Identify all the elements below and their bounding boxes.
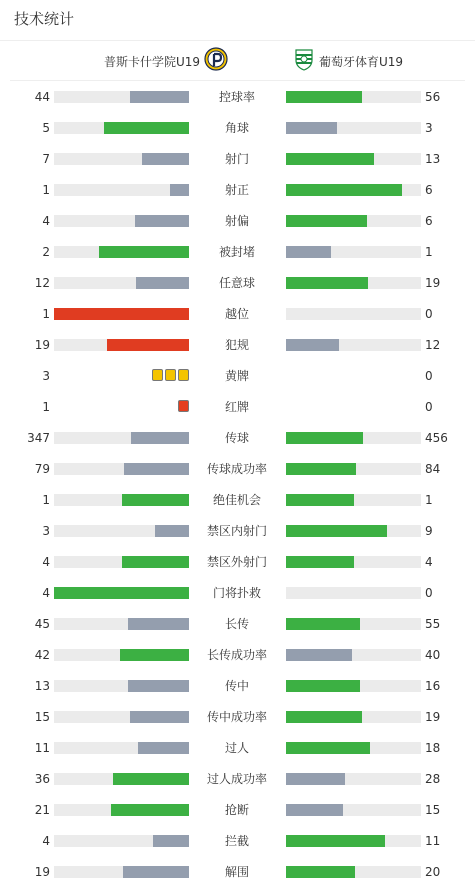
away-stat-bar	[286, 494, 421, 506]
stat-row	[0, 585, 475, 601]
stat-label: 射偏	[224, 214, 249, 228]
stat-label: 红牌	[224, 400, 249, 414]
away-stat-bar-fill	[286, 246, 331, 258]
home-stat-bar-fill	[113, 773, 189, 785]
puskas-academy-crest-icon	[204, 47, 228, 75]
stat-row	[0, 616, 475, 632]
stat-label: 传球成功率	[206, 462, 267, 476]
away-stat-bar-fill	[286, 91, 362, 103]
stat-label: 拦截	[224, 834, 249, 848]
home-team[interactable]	[104, 49, 228, 73]
away-stat-bar-fill	[286, 618, 360, 630]
home-stat-bar-fill	[104, 122, 189, 134]
home-stat-bar-fill	[111, 804, 189, 816]
away-stat-value: 0	[425, 586, 433, 600]
home-stat-bar	[54, 742, 189, 754]
home-stat-value: 45	[34, 617, 50, 631]
away-stat-bar	[286, 525, 421, 537]
home-stat-value: 347	[27, 431, 50, 445]
home-stat-bar-fill	[122, 494, 190, 506]
away-stat-bar-fill	[286, 556, 354, 568]
away-stat-value: 0	[425, 369, 433, 383]
stat-row	[0, 523, 475, 539]
home-stat-bar-fill	[136, 277, 189, 289]
away-stat-bar-fill	[286, 866, 355, 878]
home-stat-bar	[54, 184, 189, 196]
stat-row	[0, 740, 475, 756]
away-stat-value: 11	[425, 834, 441, 848]
home-stat-bar	[54, 773, 189, 785]
away-stat-bar	[286, 711, 421, 723]
home-stat-bar-fill	[130, 711, 189, 723]
stat-row	[0, 709, 475, 725]
away-stat-bar	[286, 91, 421, 103]
away-stat-value: 6	[425, 183, 433, 197]
home-stat-bar-fill	[107, 339, 189, 351]
home-stat-bar	[54, 525, 189, 537]
away-stat-bar	[286, 432, 421, 444]
stat-row	[0, 554, 475, 570]
home-stat-bar-fill	[54, 308, 189, 320]
home-stat-value: 36	[34, 772, 50, 786]
away-stat-bar-fill	[286, 463, 356, 475]
stat-label: 长传成功率	[206, 648, 267, 662]
home-stat-bar-fill	[155, 525, 189, 537]
home-stat-value: 7	[42, 152, 50, 166]
stat-row	[0, 275, 475, 291]
away-stat-value: 13	[425, 152, 441, 166]
away-team[interactable]	[293, 49, 403, 73]
away-stat-bar	[286, 618, 421, 630]
stat-label: 传球	[224, 431, 249, 445]
home-stat-bar	[54, 804, 189, 816]
yellow-card-icon	[152, 369, 163, 381]
away-stat-bar	[286, 680, 421, 692]
away-stat-value: 20	[425, 865, 441, 879]
home-stat-bar-fill	[153, 835, 189, 847]
away-stat-bar	[286, 277, 421, 289]
home-stat-bar-fill	[130, 91, 189, 103]
away-stat-bar	[286, 556, 421, 568]
away-stat-bar-fill	[286, 742, 370, 754]
away-stat-value: 4	[425, 555, 433, 569]
page-title: 技术统计	[14, 10, 75, 28]
home-stat-bar-fill	[135, 215, 189, 227]
away-stat-bar	[286, 308, 421, 320]
stat-label: 控球率	[218, 90, 255, 104]
home-stat-bar	[54, 494, 189, 506]
home-stat-bar	[54, 866, 189, 878]
home-stat-value: 44	[34, 90, 50, 104]
away-stat-bar-fill	[286, 494, 354, 506]
stat-label: 过人	[224, 741, 249, 755]
away-team-name: 葡萄牙体育U19	[319, 54, 404, 69]
stat-row	[0, 647, 475, 663]
home-stat-bar	[54, 339, 189, 351]
stat-label: 禁区外射门	[206, 555, 267, 569]
away-stat-bar-fill	[286, 432, 363, 444]
home-stat-value: 4	[42, 214, 50, 228]
home-stat-value: 4	[42, 555, 50, 569]
away-stat-value: 55	[425, 617, 441, 631]
home-team-name: 普斯卡什学院U19	[103, 54, 200, 69]
sporting-lisbon-crest-icon	[293, 47, 315, 75]
home-stat-bar	[54, 246, 189, 258]
stat-row	[0, 771, 475, 787]
away-stat-bar-fill	[286, 525, 387, 537]
home-stat-bar	[54, 215, 189, 227]
home-stat-value: 15	[34, 710, 50, 724]
stat-row	[0, 399, 475, 415]
away-stat-bar	[286, 649, 421, 661]
home-stat-bar-fill	[128, 618, 189, 630]
away-stat-value: 28	[425, 772, 441, 786]
home-stat-bar-fill	[99, 246, 189, 258]
away-stat-bar	[286, 463, 421, 475]
home-stat-value: 2	[42, 245, 50, 259]
home-stat-bar	[54, 587, 189, 599]
home-stat-bar	[54, 308, 189, 320]
away-stat-bar-fill	[286, 153, 374, 165]
home-stat-value: 1	[42, 307, 50, 321]
away-stat-bar-fill	[286, 339, 339, 351]
away-stat-value: 9	[425, 524, 433, 538]
home-stat-bar-fill	[54, 587, 189, 599]
away-stat-value: 84	[425, 462, 441, 476]
away-stat-value: 15	[425, 803, 441, 817]
stat-label: 传中	[224, 679, 249, 693]
away-stat-value: 16	[425, 679, 441, 693]
stat-label: 长传	[224, 617, 249, 631]
home-stat-value: 13	[34, 679, 50, 693]
away-stat-bar-fill	[286, 711, 362, 723]
stat-label: 射门	[224, 152, 249, 166]
away-stat-bar-fill	[286, 184, 402, 196]
stat-label: 抢断	[224, 803, 249, 817]
home-stat-bar-fill	[138, 742, 189, 754]
stat-label: 过人成功率	[206, 772, 267, 786]
home-stat-value: 1	[42, 493, 50, 507]
home-stat-bar-fill	[123, 866, 189, 878]
home-stat-bar-fill	[142, 153, 189, 165]
away-stat-value: 56	[425, 90, 441, 104]
stat-row	[0, 306, 475, 322]
away-stat-value: 3	[425, 121, 433, 135]
away-stat-value: 6	[425, 214, 433, 228]
away-stat-value: 456	[425, 431, 448, 445]
home-stat-value: 19	[34, 338, 50, 352]
stat-row	[0, 89, 475, 105]
home-stat-value: 1	[42, 183, 50, 197]
away-stat-bar-fill	[286, 804, 343, 816]
stat-label: 绝佳机会	[212, 493, 261, 507]
home-stat-value: 3	[42, 369, 50, 383]
stat-row	[0, 802, 475, 818]
stat-label: 门将扑救	[212, 586, 261, 600]
away-stat-bar	[286, 122, 421, 134]
away-stat-bar-fill	[286, 773, 345, 785]
away-stat-value: 40	[425, 648, 441, 662]
home-stat-bar	[54, 680, 189, 692]
stat-row	[0, 182, 475, 198]
home-stat-bar-fill	[122, 556, 190, 568]
away-stat-bar-fill	[286, 277, 368, 289]
away-stat-bar	[286, 339, 421, 351]
home-stat-value: 4	[42, 834, 50, 848]
away-stat-bar	[286, 184, 421, 196]
home-stat-bar	[54, 835, 189, 847]
home-stat-value: 11	[34, 741, 50, 755]
away-stat-bar-fill	[286, 649, 352, 661]
home-stat-bar	[54, 711, 189, 723]
stat-row	[0, 244, 475, 260]
stat-row	[0, 492, 475, 508]
stat-row	[0, 833, 475, 849]
away-stat-value: 1	[425, 493, 433, 507]
home-stat-value: 5	[42, 121, 50, 135]
away-stat-value: 19	[425, 710, 441, 724]
home-stat-value: 3	[42, 524, 50, 538]
home-stat-bar-fill	[120, 649, 189, 661]
stat-row	[0, 678, 475, 694]
away-stat-bar-fill	[286, 680, 360, 692]
stat-label: 被封堵	[218, 245, 255, 259]
home-stat-bar	[54, 277, 189, 289]
home-cards	[152, 369, 189, 383]
stat-label: 角球	[224, 121, 249, 135]
home-stat-bar	[54, 153, 189, 165]
home-stat-bar	[54, 91, 189, 103]
away-stat-bar	[286, 215, 421, 227]
away-stat-bar-fill	[286, 215, 367, 227]
stat-row	[0, 151, 475, 167]
away-stat-bar-fill	[286, 835, 385, 847]
stat-label: 犯规	[224, 338, 249, 352]
stat-row	[0, 120, 475, 136]
away-stat-value: 0	[425, 400, 433, 414]
stat-row	[0, 368, 475, 384]
away-stat-value: 19	[425, 276, 441, 290]
away-stat-bar	[286, 835, 421, 847]
home-stat-value: 42	[34, 648, 50, 662]
home-stat-value: 79	[34, 462, 50, 476]
away-stat-bar-fill	[286, 122, 337, 134]
away-stat-value: 18	[425, 741, 441, 755]
home-stat-value: 21	[34, 803, 50, 817]
home-stat-bar-fill	[128, 680, 189, 692]
home-stat-bar	[54, 556, 189, 568]
away-stat-bar	[286, 866, 421, 878]
away-stat-bar	[286, 587, 421, 599]
away-stat-bar	[286, 153, 421, 165]
home-stat-value: 12	[34, 276, 50, 290]
teams-header	[10, 41, 465, 81]
home-stat-bar	[54, 618, 189, 630]
stat-row	[0, 337, 475, 353]
home-stat-bar-fill	[124, 463, 189, 475]
home-stat-bar	[54, 649, 189, 661]
stat-label: 传中成功率	[206, 710, 267, 724]
stat-label: 射正	[224, 183, 249, 197]
yellow-card-icon	[165, 369, 176, 381]
stat-row	[0, 213, 475, 229]
away-stat-bar	[286, 246, 421, 258]
away-stat-value: 0	[425, 307, 433, 321]
stat-label: 越位	[224, 307, 249, 321]
stat-row	[0, 864, 475, 880]
home-stat-bar	[54, 432, 189, 444]
home-stat-value: 4	[42, 586, 50, 600]
home-stat-value: 1	[42, 400, 50, 414]
home-stat-value: 19	[34, 865, 50, 879]
away-stat-value: 1	[425, 245, 433, 259]
away-stat-bar	[286, 773, 421, 785]
stat-label: 黄牌	[224, 369, 249, 383]
home-stat-bar	[54, 122, 189, 134]
stat-label: 解围	[224, 865, 249, 879]
away-stat-value: 12	[425, 338, 441, 352]
stat-row	[0, 461, 475, 477]
away-stat-bar	[286, 804, 421, 816]
stat-row	[0, 430, 475, 446]
stat-label: 禁区内射门	[206, 524, 267, 538]
away-stat-bar	[286, 742, 421, 754]
home-stat-bar-fill	[131, 432, 189, 444]
home-stat-bar	[54, 463, 189, 475]
stat-label: 任意球	[218, 276, 255, 290]
